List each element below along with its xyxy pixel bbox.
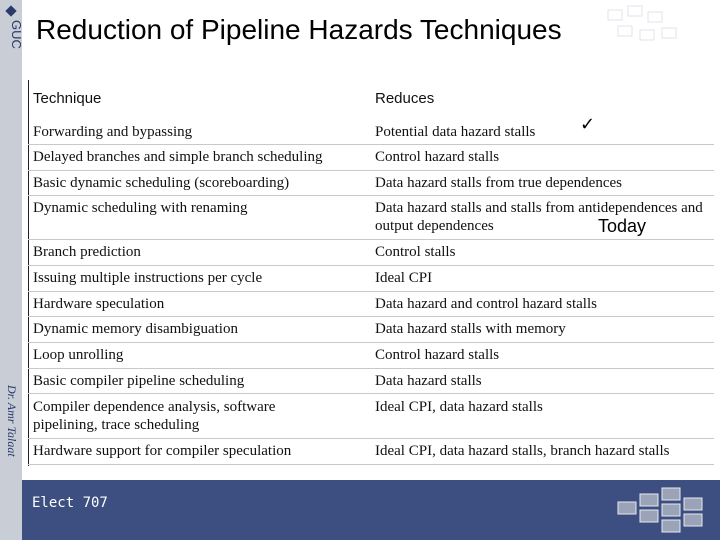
- guc-logo: [2, 4, 24, 60]
- author-name: Dr. Amr Talaat: [5, 385, 19, 457]
- technique-cell: Dynamic scheduling with renaming: [33, 200, 248, 216]
- reduces-cell: Data hazard and control hazard stalls: [375, 296, 597, 312]
- reduces-cell: Ideal CPI: [375, 270, 433, 286]
- course-label: Elect 707: [32, 495, 108, 511]
- table-row: [28, 240, 714, 266]
- reduces-cell: Control stalls: [375, 244, 456, 260]
- table-row: [28, 317, 714, 343]
- table-row: [28, 171, 714, 196]
- reduces-cell: Data hazard stalls from true dependences: [375, 175, 622, 191]
- header-reduces: Reduces: [375, 90, 435, 107]
- reduces-cell: Control hazard stalls: [375, 149, 500, 165]
- logo-text: GUC: [9, 20, 24, 49]
- table-row: [28, 439, 714, 465]
- footer-bar: [22, 480, 720, 540]
- circuit-decoration-icon: [612, 484, 716, 536]
- table-row: [28, 145, 714, 171]
- technique-cell: Branch prediction: [33, 244, 141, 260]
- table-row: [28, 120, 714, 145]
- technique-cell: Loop unrolling: [33, 347, 124, 363]
- technique-cell: Basic compiler pipeline scheduling: [33, 373, 245, 389]
- table-row: [28, 369, 714, 394]
- reduces-cell: Ideal CPI, data hazard stalls, branch hazard stalls: [375, 443, 670, 459]
- technique-cell: Hardware speculation: [33, 296, 165, 312]
- technique-cell: Hardware support for compiler speculation: [33, 443, 292, 459]
- check-mark-icon: ✓: [580, 114, 596, 135]
- technique-cell: Basic dynamic scheduling (scoreboarding): [33, 175, 290, 191]
- table-row: [28, 394, 714, 439]
- technique-cell: Delayed branches and simple branch scheduling: [33, 149, 323, 165]
- left-sidebar: [0, 0, 22, 540]
- technique-cell: Compiler dependence analysis, software pipelining, trace scheduling: [33, 399, 276, 433]
- reduces-cell: Data hazard stalls and stalls from antidependences and output dependences: [375, 200, 703, 234]
- slide-title: Reduction of Pipeline Hazards Techniques: [36, 14, 562, 45]
- reduces-cell: Ideal CPI, data hazard stalls: [375, 399, 543, 415]
- reduces-cell: Data hazard stalls: [375, 373, 482, 389]
- table-header-row: [28, 90, 714, 110]
- today-annotation: Today: [598, 216, 647, 236]
- table-row: [28, 266, 714, 292]
- hazards-table: [28, 80, 714, 466]
- reduces-cell: Data hazard stalls with memory: [375, 321, 566, 337]
- circuit-decoration-top: [588, 2, 698, 58]
- technique-cell: Forwarding and bypassing: [33, 124, 193, 140]
- reduces-cell: Control hazard stalls: [375, 347, 500, 363]
- table-row: [28, 292, 714, 317]
- technique-cell: Dynamic memory disambiguation: [33, 321, 238, 337]
- table-row: [28, 343, 714, 369]
- header-technique: Technique: [33, 90, 102, 107]
- reduces-cell: Potential data hazard stalls: [375, 124, 536, 140]
- technique-cell: Issuing multiple instructions per cycle: [33, 270, 263, 286]
